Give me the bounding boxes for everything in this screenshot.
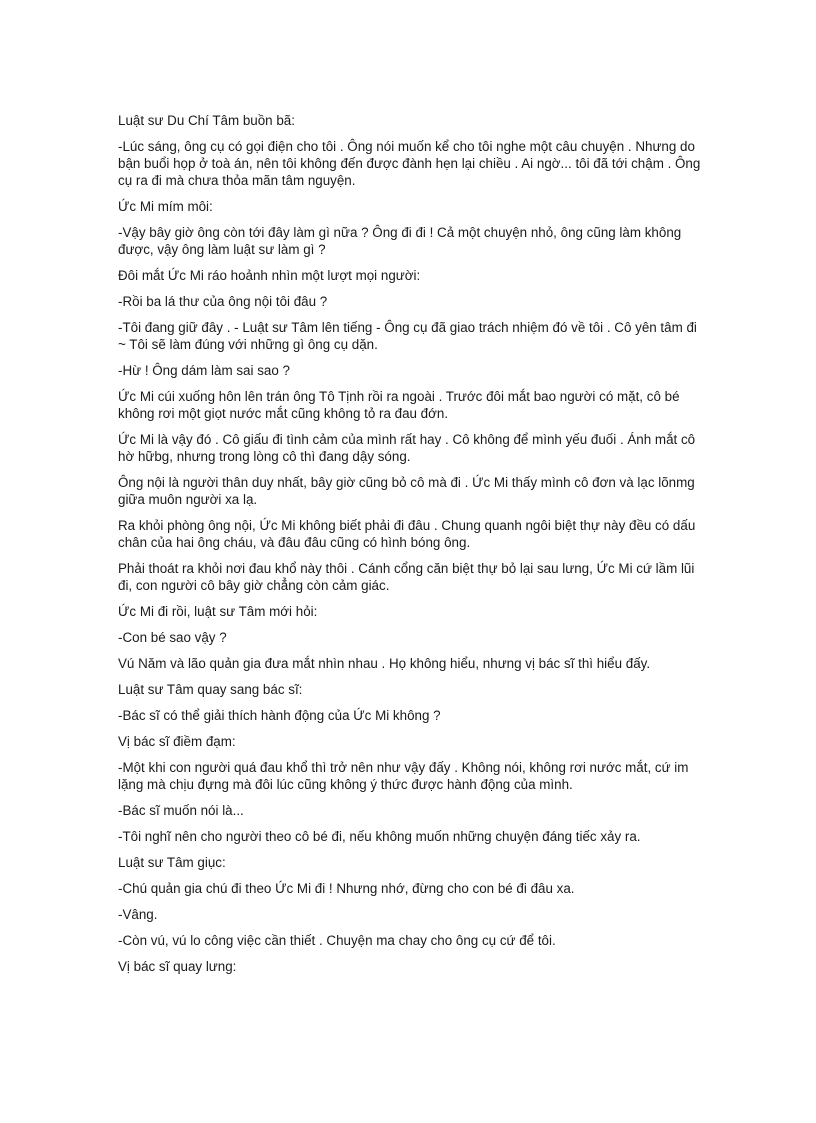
paragraph: Ức Mi mím môi:	[118, 199, 213, 214]
paragraph: Phải thoát ra khỏi nơi đau khổ này thôi . Cánh cổng căn biệt thự bỏ lại sau lưng, Ức Mi cứ lầm lũi đi, con người cô bây giờ chẳng còn cảm giác.	[118, 561, 695, 593]
paragraph: -Bác sĩ muốn nói là...	[118, 803, 244, 818]
paragraph: Vú Năm và lão quản gia đưa mắt nhìn nhau . Họ không hiểu, nhưng vị bác sĩ thì hiểu đấy.	[118, 656, 651, 671]
paragraph: Ức Mi cúi xuống hôn lên trán ông Tô Tịnh rồi ra ngoài . Trước đôi mắt bao người có mặt, cô bé không rơi một giọt nước mắt cũng không tỏ ra đau đớn.	[118, 389, 680, 421]
paragraph: -Lúc sáng, ông cụ có gọi điện cho tôi . Ông nói muốn kể cho tôi nghe một câu chuyện . Nhưng do bận buổi họp ở toà án, nên tôi không đến được đành hẹn lại chiều . Ai ngờ... tôi đã tới chậm . Ông cụ ra đi mà chưa thỏa mãn tâm nguyện.	[118, 139, 701, 188]
paragraph: Ra khỏi phòng ông nội, Ức Mi không biết phải đi đâu . Chung quanh ngôi biệt thự này đều có dấu chân của hai ông cháu, và đâu đâu cũng có hình bóng ông.	[118, 518, 696, 550]
paragraph: Luật sư Tâm giục:	[118, 855, 226, 870]
paragraph: -Con bé sao vậy ?	[118, 630, 227, 645]
paragraph: Luật sư Du Chí Tâm buồn bã:	[118, 113, 295, 128]
paragraph: -Tôi nghĩ nên cho người theo cô bé đi, nếu không muốn những chuyện đáng tiếc xảy ra.	[118, 829, 641, 844]
paragraph: -Vâng.	[118, 907, 158, 922]
paragraph: Vị bác sĩ điềm đạm:	[118, 734, 236, 749]
paragraph: Ức Mi là vậy đó . Cô giấu đi tình cảm của mình rất hay . Cô không để mình yếu đuối . Ánh mắt cô hờ hữbg, nhưng trong lòng cô thì đang dậy sóng.	[118, 432, 696, 464]
paragraph: -Chú quản gia chú đi theo Ức Mi đi ! Nhưng nhớ, đừng cho con bé đi đâu xa.	[118, 881, 575, 896]
document-body	[118, 112, 703, 984]
paragraph: Ông nội là người thân duy nhất, bây giờ cũng bỏ cô mà đi . Ức Mi thấy mình cô đơn và lạc lõnmg giữa muôn người xa lạ.	[118, 475, 695, 507]
paragraph: -Vậy bây giờ ông còn tới đây làm gì nữa ? Ông đi đi ! Cả một chuyện nhỏ, ông cũng làm không được, vậy ông làm luật sư làm gì ?	[118, 225, 682, 257]
paragraph: Ức Mi đi rồi, luật sư Tâm mới hỏi:	[118, 604, 318, 619]
paragraph: -Tôi đang giữ đây . - Luật sư Tâm lên tiếng - Ông cụ đã giao trách nhiệm đó về tôi . Cô yên tâm đi ~ Tôi sẽ làm đúng với những gì ông cụ dặn.	[118, 320, 697, 352]
paragraph: Đôi mắt Ức Mi ráo hoảnh nhìn một lượt mọi người:	[118, 268, 421, 283]
paragraph: -Bác sĩ có thể giải thích hành động của Ức Mi không ?	[118, 708, 441, 723]
paragraph: Vị bác sĩ quay lưng:	[118, 959, 237, 974]
paragraph: -Một khi con người quá đau khổ thì trở nên như vậy đấy . Không nói, không rơi nước mắt, cứ im lặng mà chịu đựng mà đôi lúc cũng không ý thức được hành động của mình.	[118, 760, 689, 792]
paragraph: -Còn vú, vú lo công việc cần thiết . Chuyện ma chay cho ông cụ cứ để tôi.	[118, 933, 556, 948]
paragraph: Luật sư Tâm quay sang bác sĩ:	[118, 682, 303, 697]
paragraph: -Rồi ba lá thư của ông nội tôi đâu ?	[118, 294, 328, 309]
paragraph: -Hừ ! Ông dám làm sai sao ?	[118, 363, 290, 378]
